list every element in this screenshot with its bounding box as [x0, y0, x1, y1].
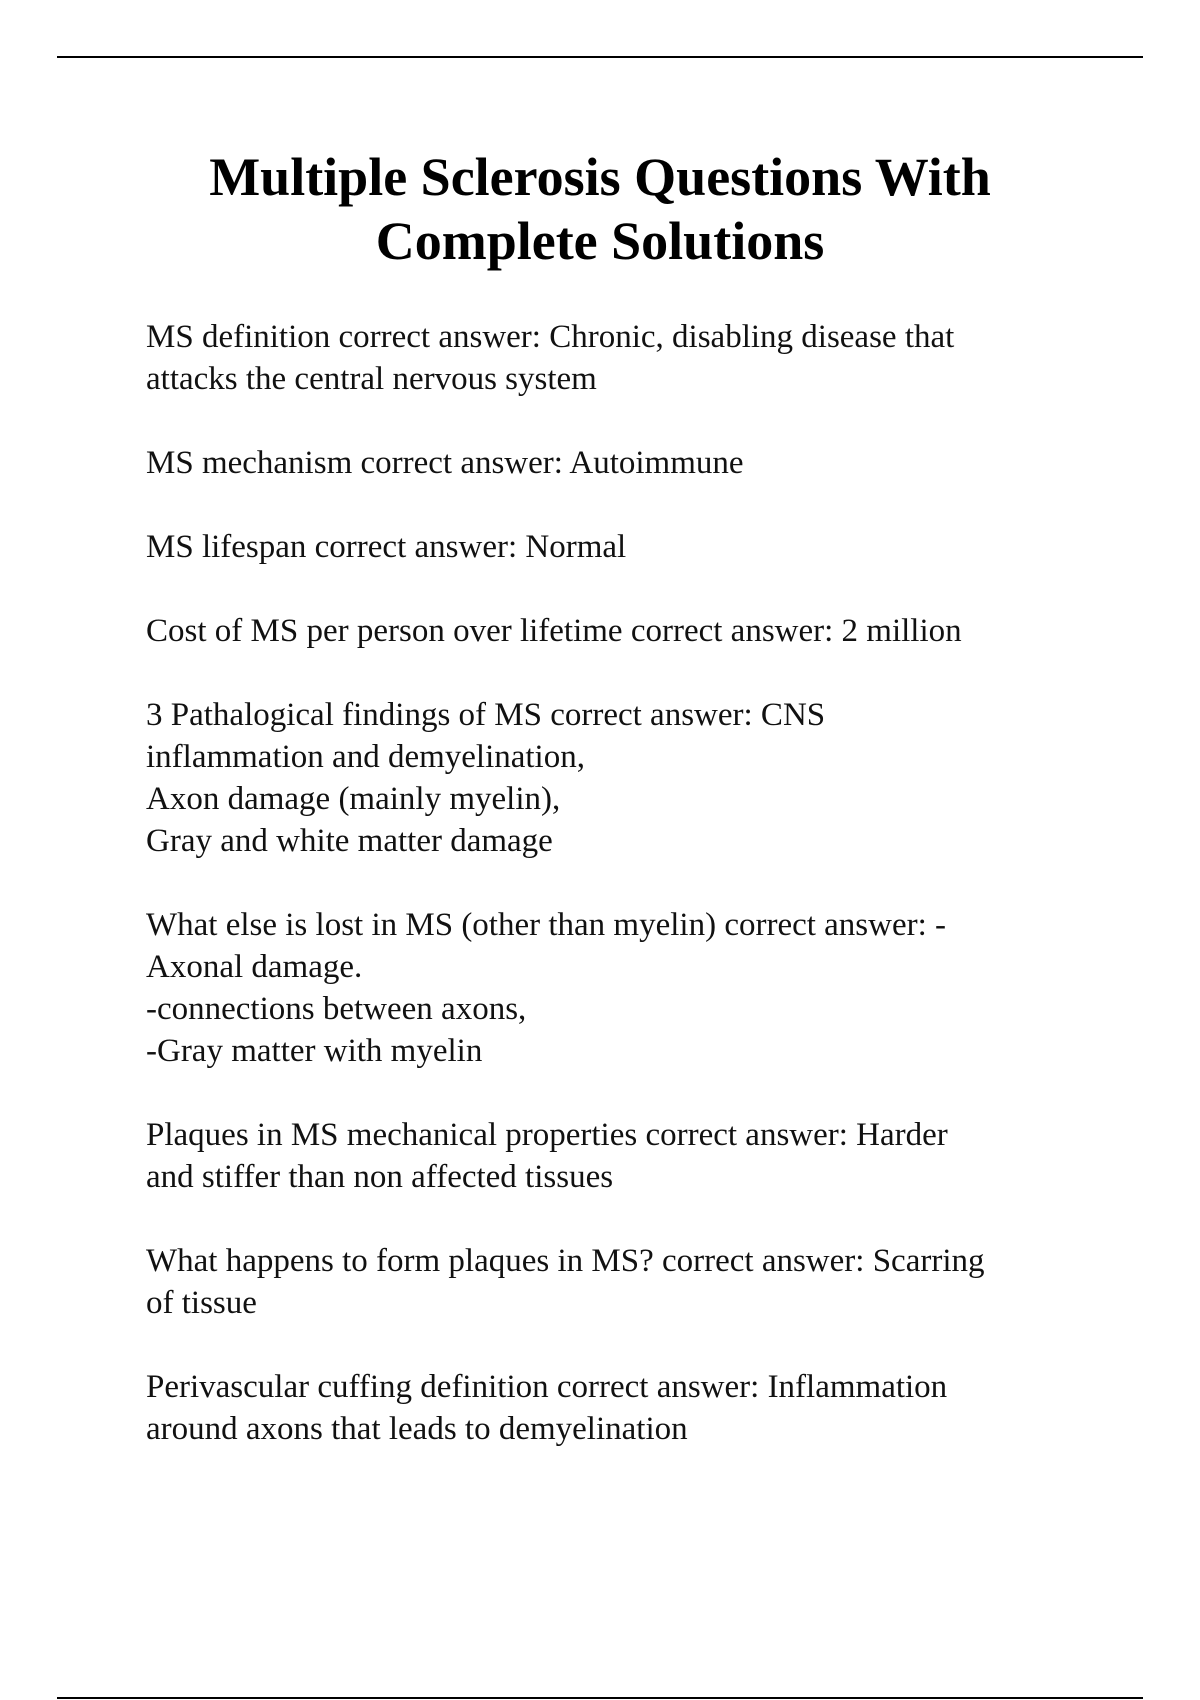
- qa-line: MS lifespan correct answer: Normal: [146, 529, 627, 565]
- qa-line: Cost of MS per person over lifetime correct answer: 2 million: [146, 613, 962, 649]
- qa-list: [146, 316, 1091, 1492]
- qa-line: Gray and white matter damage: [146, 823, 553, 859]
- qa-line: inflammation and demyelination,: [146, 739, 585, 775]
- qa-line: -Gray matter with myelin: [146, 1033, 483, 1069]
- qa-line: of tissue: [146, 1285, 257, 1321]
- qa-line: Plaques in MS mechanical properties correct answer: Harder: [146, 1117, 948, 1153]
- qa-line: What happens to form plaques in MS? correct answer: Scarring: [146, 1243, 985, 1279]
- page-title-line-1: Multiple Sclerosis Questions With: [209, 147, 991, 207]
- qa-line: around axons that leads to demyelination: [146, 1411, 688, 1447]
- qa-line: What else is lost in MS (other than myelin) correct answer: -: [146, 907, 947, 943]
- qa-item-plaques-properties: [146, 1114, 1091, 1198]
- qa-line: and stiffer than non affected tissues: [146, 1159, 614, 1195]
- qa-line: attacks the central nervous system: [146, 361, 597, 397]
- qa-line: MS definition correct answer: Chronic, disabling disease that: [146, 319, 955, 355]
- qa-item-ms-cost: [146, 610, 1091, 652]
- qa-line: Perivascular cuffing definition correct answer: Inflammation: [146, 1369, 948, 1405]
- page-title: [0, 145, 1200, 273]
- qa-item-perivascular-cuffing: [146, 1366, 1091, 1450]
- qa-item-what-else-lost: [146, 904, 1091, 1072]
- qa-item-ms-mechanism: [146, 442, 1091, 484]
- qa-line: Axon damage (mainly myelin),: [146, 781, 561, 817]
- qa-line: MS mechanism correct answer: Autoimmune: [146, 445, 744, 481]
- qa-item-ms-lifespan: [146, 526, 1091, 568]
- qa-item-pathological-findings: [146, 694, 1091, 862]
- qa-line: 3 Pathalogical findings of MS correct answer: CNS: [146, 697, 826, 733]
- qa-line: Axonal damage.: [146, 949, 363, 985]
- qa-line: -connections between axons,: [146, 991, 527, 1027]
- page-title-line-2: Complete Solutions: [375, 211, 825, 271]
- bottom-rule: [57, 1697, 1143, 1699]
- top-rule: [57, 56, 1143, 58]
- qa-item-plaque-formation: [146, 1240, 1091, 1324]
- qa-item-ms-definition: [146, 316, 1091, 400]
